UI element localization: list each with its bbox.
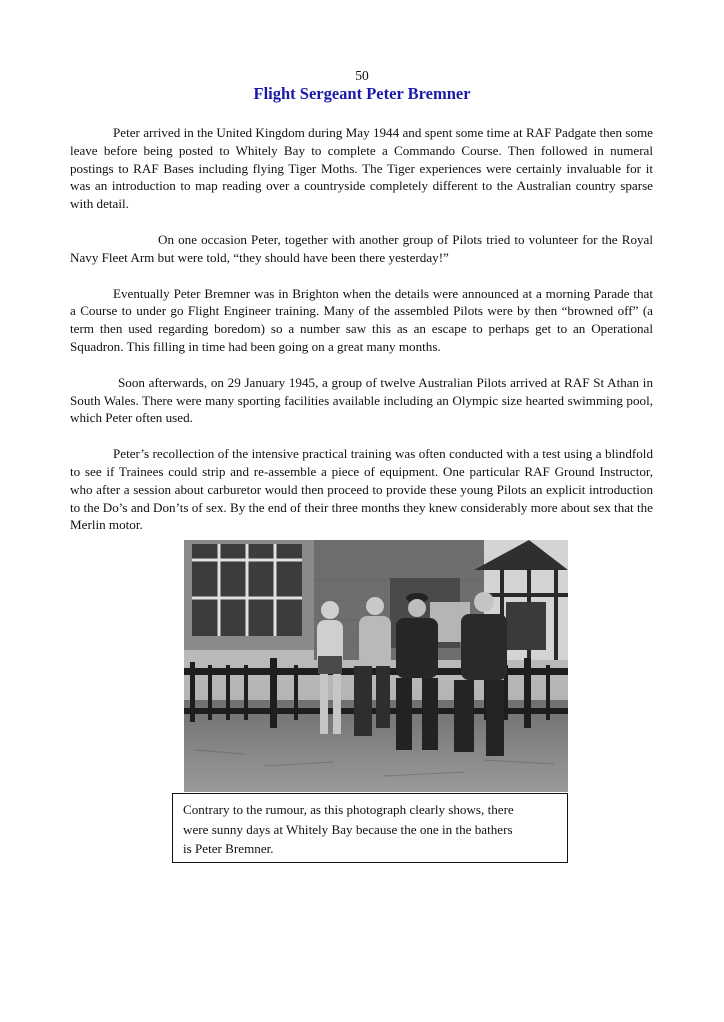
page-number: 50	[355, 68, 369, 83]
page-title: Flight Sergeant Peter Bremner	[253, 84, 471, 103]
paragraph-brighton: Eventually Peter Bremner was in Brighton when the details were announced at a morning Parade that a Course to under go Flight Engineer training. Many of the assembled Pilots were by then “browned off” (a term then used regarding boredom) so a number saw this as an escape to perhaps get to an Operational Squadron. This filling in time had been going on a great many months.	[70, 285, 653, 354]
paragraph-training: Peter’s recollection of the intensive practical training was often conducted with a test using a blindfold to see if Trainees could strip and re-assemble a piece of equipment. One particular RAF Ground Instructor, who after a session about carburetor would then proceed to provide these young Pilots an explicit introduction to the Do’s and Don’ts of sex. By the end of their three months they knew considerably more about sex that the Merlin motor.	[70, 446, 653, 533]
caption-line: is Peter Bremner.	[183, 841, 274, 856]
caption-line: were sunny days at Whitely Bay because the one in the bathers	[183, 821, 513, 837]
paragraph-arrival: Peter arrived in the United Kingdom during May 1944 and spent some time at RAF Padgate then some leave before being posted to Whitely Bay to complete a Commando Course. Then followed in numeral postings to RAF Bases including flying Tiger Moths. The Tiger experiences were certainly invaluable for it was an introduction to map reading over a countryside completely different to the Australian country sparse with detail.	[70, 125, 653, 212]
article-body	[70, 124, 653, 552]
paragraph-navy: On one occasion Peter, together with another group of Pilots tried to volunteer for the Royal Navy Fleet Arm but were told, “they should have been there yesterday!”	[70, 231, 653, 265]
group-photo	[184, 540, 568, 792]
paragraph-st-athan: Soon afterwards, on 29 January 1945, a group of twelve Australian Pilots arrived at RAF St Athan in South Wales. There were many sporting facilities available including an Olympic size hearted swimming pool, which Peter often used.	[70, 374, 653, 426]
photo-caption-box	[172, 793, 568, 863]
caption-line: Contrary to the rumour, as this photograph clearly shows, there	[183, 802, 514, 817]
